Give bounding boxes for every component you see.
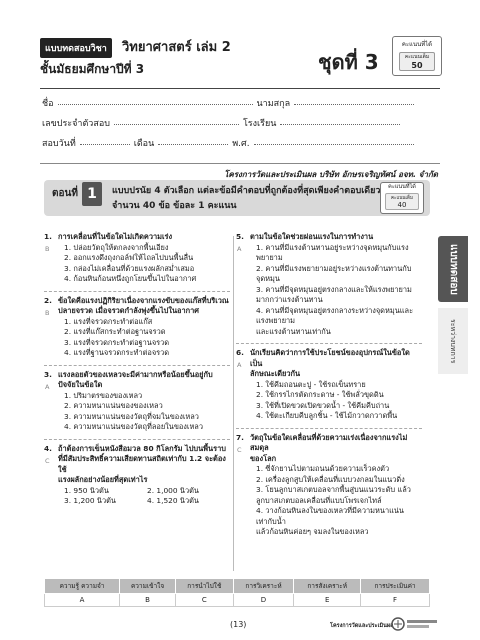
total-score-box bbox=[392, 36, 442, 76]
answer-choice[interactable]: 3. แรงที่จรวดกระทำต่อฐานจรวด bbox=[64, 337, 170, 347]
date-label: สอบวันที่ bbox=[42, 139, 76, 149]
skill-code-cell: C bbox=[176, 594, 234, 607]
question-stem: การเคลื่อนที่ในข้อใดไม่เกิดความเร่ง bbox=[58, 232, 173, 241]
answer-choice[interactable]: 1. ซี่จักยานไปตามถนนด้วยความเร็วคงตัว bbox=[256, 464, 390, 473]
question-number: 2. bbox=[44, 295, 52, 305]
side-tabs bbox=[438, 236, 468, 376]
full-score-label: คะแนนเต็ม bbox=[404, 54, 430, 60]
question-stem: ลักษณะเดียวกัน bbox=[250, 369, 301, 378]
grade-level: ชั้นมัธยมศึกษาปีที่ 3 bbox=[40, 62, 145, 76]
question-divider bbox=[44, 439, 230, 440]
question-item bbox=[44, 232, 230, 285]
section-instructions bbox=[112, 184, 380, 214]
school-field[interactable] bbox=[280, 116, 400, 125]
name-field[interactable] bbox=[58, 96, 253, 105]
skill-header: ความเข้าใจ bbox=[120, 579, 176, 594]
question-stem: นักเรียนคิดว่าการใช้ประโยชน์ของอุปกรณ์ในข้อใดเป็น bbox=[250, 348, 410, 368]
question-number: 5. bbox=[236, 232, 244, 241]
subject-title: วิทยาศาสตร์ เล่ม 2 bbox=[122, 40, 231, 55]
answer-choice[interactable]: 2. คานที่มีแรงพยายามอยู่ระหว่างแรงต้านทานกับ bbox=[256, 263, 412, 273]
question-number: 4. bbox=[44, 443, 52, 453]
answer-choice[interactable]: 3. คานที่มีจุดหมุนอยู่ตรงกลางและให้แรงพยายาม bbox=[256, 284, 412, 294]
answer-choice[interactable]: 3. ความหนาแน่นของวัตถุที่จมในของเหลว bbox=[64, 411, 199, 421]
year-label: พ.ศ. bbox=[232, 139, 250, 149]
answer-grid bbox=[58, 486, 230, 507]
answer-choice[interactable]: 2. ออกแรงดึงถุงกอล์ฟให้ไถลไปบนพื้นลื่น bbox=[64, 253, 194, 262]
answer-choice[interactable]: 1. ปริมาตรของของเหลว bbox=[64, 390, 143, 400]
section-number: 1 bbox=[82, 182, 102, 206]
month-field[interactable] bbox=[158, 136, 228, 145]
question-number: 6. bbox=[236, 348, 244, 357]
skill-code: B bbox=[45, 245, 50, 253]
publisher-logo-icon bbox=[390, 616, 440, 632]
set-number: ชุดที่ 3 bbox=[318, 50, 379, 74]
side-tab-during[interactable]: ระหว่างบทการ bbox=[438, 308, 468, 374]
answer-choice[interactable]: ลูกบาสเกตบอลเคลื่อนที่แบบโพรเจกไทล์ bbox=[256, 495, 382, 505]
section-label: ตอนที่ bbox=[52, 188, 78, 199]
skill-code: C bbox=[237, 445, 242, 454]
skill-header: การวิเคราะห์ bbox=[233, 579, 294, 594]
question-divider bbox=[236, 343, 422, 344]
side-tab-test[interactable]: แบบทดสอบ bbox=[438, 236, 468, 302]
question-item bbox=[236, 232, 422, 337]
skill-code-cell: B bbox=[120, 594, 176, 607]
answer-choice[interactable]: จุดหมุน bbox=[256, 274, 280, 283]
left-question-column bbox=[44, 232, 230, 513]
skill-header: การสังเคราะห์ bbox=[294, 579, 361, 594]
skill-code-cell: A bbox=[45, 594, 120, 607]
date-field[interactable] bbox=[80, 136, 130, 145]
skill-header: การประเมินค่า bbox=[361, 579, 430, 594]
section-full-score bbox=[385, 193, 419, 210]
info-rule-bottom bbox=[40, 163, 440, 164]
skill-code-cell: F bbox=[361, 594, 430, 607]
skills-table bbox=[44, 578, 430, 607]
skill-code: A bbox=[237, 361, 242, 369]
publisher-text: โครงการวัดและประเมินผล bbox=[330, 623, 394, 629]
answer-choice[interactable]: แล้วก้อนหินค่อยๆ จมลงในของเหลว bbox=[256, 527, 369, 536]
answer-choice[interactable]: 2. แรงที่แก๊สกระทำต่อฐานจรวด bbox=[64, 327, 166, 336]
question-stem: ตามในข้อใดช่วยผ่อนแรงในการทำงาน bbox=[250, 232, 374, 241]
surname-field[interactable] bbox=[294, 96, 414, 105]
school-label: โรงเรียน bbox=[242, 119, 277, 129]
section-full-label: คะแนนเต็ม bbox=[391, 196, 413, 201]
skill-code-cell: E bbox=[294, 594, 361, 607]
surname-label: นามสกุล bbox=[256, 99, 291, 109]
right-question-column bbox=[236, 232, 422, 544]
question-stem: ของโลก bbox=[250, 453, 277, 463]
answer-choice[interactable]: และแรงต้านทานเท่ากัน bbox=[256, 326, 331, 336]
answer-choice[interactable]: 1. 950 นิวตัน bbox=[64, 485, 109, 495]
skill-code: A bbox=[45, 382, 50, 391]
answer-choice[interactable]: 3. ใช้ที่เปิดขวดเปิดขวดน้ำ - ใช้คีมคีบถ่าน bbox=[256, 400, 390, 410]
question-divider bbox=[236, 428, 422, 429]
skill-header: ความรู้ ความจำ bbox=[45, 579, 120, 594]
answer-choice[interactable]: 1. ปล่อยวัตถุให้ตกลงจากพื้นเอียง bbox=[64, 242, 169, 252]
test-tag: แบบทดสอบวิชา bbox=[40, 38, 112, 58]
year-field[interactable] bbox=[254, 136, 414, 145]
question-item bbox=[44, 444, 230, 507]
full-score-value: 50 bbox=[411, 61, 423, 70]
question-stem: แรงลอยตัวของเหลวจะมีค่ามากหรือน้อยขึ้นอยู่กับ bbox=[58, 369, 213, 379]
exam-no-field[interactable] bbox=[114, 116, 239, 125]
answer-choice[interactable]: 4. ก้อนหินก้อนหนึ่งถูกโยนขึ้นไปในอากาศ bbox=[64, 274, 197, 283]
question-stem: ปลายจรวด เมื่อจรวดกำลังพุ่งขึ้นไปในอากาศ bbox=[58, 306, 199, 315]
answer-choice[interactable]: 4. 1,520 นิวตัน bbox=[147, 496, 199, 505]
question-item bbox=[44, 296, 230, 359]
question-item bbox=[44, 370, 230, 433]
question-number: 3. bbox=[44, 369, 52, 379]
answer-choice[interactable]: 4. คานที่มีจุดหมุนอยู่ตรงกลางระหว่างจุดหมุนและแรงพยายาม bbox=[256, 305, 414, 325]
question-stem: ข้อใดคือแรงปฏิกิริยาเนื่องจากแรงขับของแก๊สที่บริเวณ bbox=[58, 295, 229, 305]
exam-no-label: เลขประจำตัวสอบ bbox=[42, 119, 110, 129]
skill-code-cell: D bbox=[233, 594, 294, 607]
student-info bbox=[40, 92, 440, 162]
section-full-value: 40 bbox=[397, 201, 407, 209]
organization: โครงการวัดและประเมินผล บริษัท อักษรเจริญทัศน์ อจท. จำกัด bbox=[224, 170, 438, 179]
answer-choice[interactable]: 1. คานที่มีแรงต้านทานอยู่ระหว่างจุดหมุนกับแรง bbox=[256, 242, 409, 252]
answer-choice[interactable]: มากกว่าแรงต้านทาน bbox=[256, 295, 323, 304]
answer-choice[interactable]: 2. ความหนาแน่นของของเหลว bbox=[64, 401, 163, 410]
column-divider bbox=[233, 236, 234, 571]
answer-choice[interactable]: 1. แรงที่จรวดกระทำต่อแก๊ส bbox=[64, 316, 153, 326]
skill-code: C bbox=[45, 456, 50, 465]
question-item bbox=[236, 348, 422, 422]
question-stem: ปัจจัยในข้อใด bbox=[58, 380, 103, 389]
answer-choice[interactable]: 3. 1,200 นิวตัน bbox=[64, 496, 116, 505]
skill-code: A bbox=[237, 245, 242, 253]
question-number: 7. bbox=[236, 432, 244, 442]
section-title-line1: แบบปรนัย 4 ตัวเลือก แต่ละข้อมีคำตอบที่ถูกต้องที่สุดเพียงคำตอบเดียว bbox=[112, 186, 381, 196]
skill-code: B bbox=[45, 308, 50, 317]
question-stem: ที่มีสัมประสิทธิ์ความเสียดทานสถิตเท่ากับ 1.2 จะต้องใช้ bbox=[58, 454, 226, 474]
section-title-line2: จำนวน 40 ข้อ ข้อละ 1 คะแนน bbox=[112, 201, 237, 211]
question-stem: วัตถุในข้อใดเคลื่อนที่ด้วยความเร่งเนื่องจากแรงไม่สมดุล bbox=[250, 432, 408, 452]
question-stem: ถ้าต้องการเข็นหนังสือมวล 80 กิโลกรัม ไปบนพื้นราบ bbox=[58, 443, 226, 453]
question-item bbox=[236, 433, 422, 538]
answer-choice[interactable]: 3. โยนลูกบาสเกตบอลจากพื้นสู่บนแนวระดับ แล้ว bbox=[256, 485, 411, 494]
skill-header: การนำไปใช้ bbox=[176, 579, 234, 594]
question-stem: แรงผลักอย่างน้อยที่สุดเท่าไร bbox=[58, 475, 148, 484]
question-divider bbox=[44, 365, 230, 366]
answer-choice[interactable]: 2. เครื่องลูกสูบให้เคลื่อนที่แบบวงกลมในแนวดิ่ง bbox=[256, 474, 405, 484]
full-score bbox=[399, 52, 435, 71]
question-number: 1. bbox=[44, 232, 52, 241]
answer-choice[interactable]: 2. 1,000 นิวตัน bbox=[147, 485, 199, 495]
page-number: (13) bbox=[230, 620, 247, 629]
section-score-box bbox=[380, 182, 424, 214]
answer-choice[interactable]: 4. แรงที่ฐานจรวดกระทำต่อจรวด bbox=[64, 348, 170, 357]
answer-choice[interactable]: พยายาม bbox=[256, 253, 283, 262]
answer-choice[interactable]: 4. ความหนาแน่นของวัตถุที่ลอยในของเหลว bbox=[64, 422, 203, 431]
answer-choice[interactable]: 1. ใช้คีมถอนตะปู - ใช้รถเข็นทราย bbox=[256, 379, 366, 389]
answer-choice[interactable]: 4. วางก้อนหินลงในของเหลวที่มีความหนาแน่นเท่ากับน้ำ bbox=[256, 506, 404, 526]
score-label: คะแนนที่ได้ bbox=[401, 41, 433, 48]
month-label: เดือน bbox=[133, 139, 155, 149]
answer-choice[interactable]: 3. กล่องไม่เคลื่อนที่ด้วยแรงผลักสม่ำเสมอ bbox=[64, 263, 195, 273]
name-label: ชื่อ bbox=[42, 99, 54, 109]
worksheet-header bbox=[40, 36, 440, 88]
answer-choice[interactable]: 2. ใช้กรรไกรตัดกระดาษ - ใช้พลั่วขุดดิน bbox=[256, 390, 384, 399]
info-rule-top bbox=[40, 88, 440, 89]
section-bar bbox=[44, 180, 430, 216]
answer-choice[interactable]: 4. ใช้ตะเกียบคีบลูกชิ้น - ใช้ไม้กวาดกวาดพื้น bbox=[256, 411, 398, 420]
section-score-label: คะแนนที่ได้ bbox=[388, 184, 416, 190]
question-divider bbox=[44, 291, 230, 292]
